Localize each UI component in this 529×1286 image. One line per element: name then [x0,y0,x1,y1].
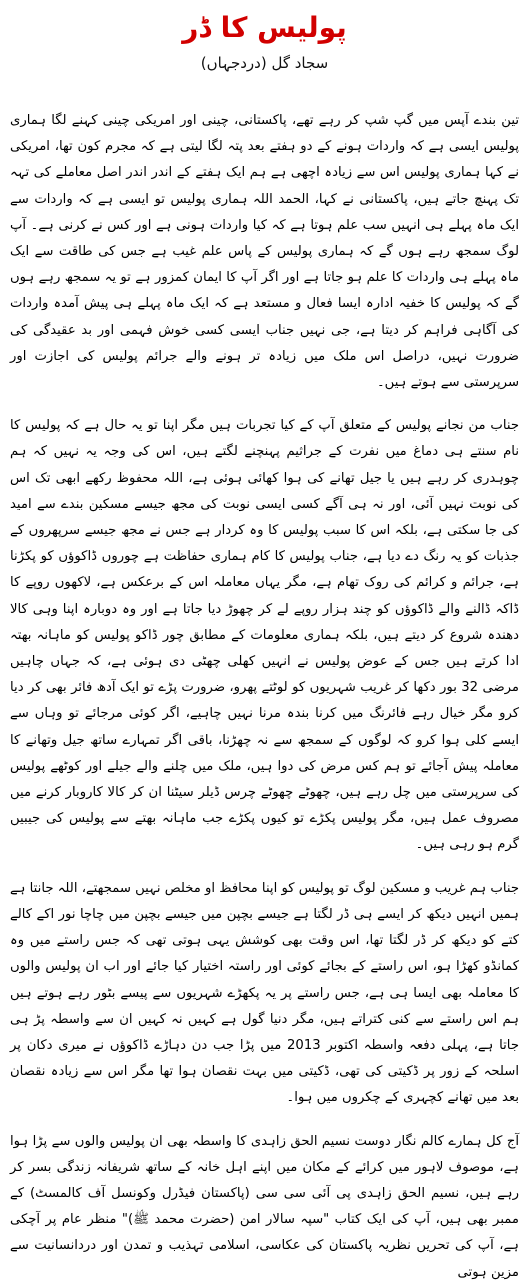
article-paragraph: تین بندے آپس میں گپ شپ کر رہے تھے، پاکستانی، چینی اور امریکی چینی کہنے لگا ہماری پولیس ایسی ہے کہ واردات ہونے کے دو ہفتے بعد پتہ لگا لیتی ہے کہ مجرم کون تھا، امریکی نے کہا ہماری پولیس اس سے زیادہ اچھی ہے ہم ایک ہفتے کے اندر اندر اصل معاملے کی تہہ تک پہنچ جاتے ہیں، پاکستانی نے کہا، الحمد اللہ ہماری پولیس تو ایسی ہے کہ واردات سے ایک ماہ پہلے ہی انہیں سب علم ہوتا ہے کہ کیا واردات ہونی ہے اور کس نے کرنی ہے۔ آپ لوگ سمجھ رہے ہوں گے کہ ہماری پولیس کے پاس علم غیب ہے جس کی طاقت سے ایک ماہ پہلے ہی واردات کا علم ہو جاتا ہے اور اگر آپ کا ایمان کمزور ہے تو یہ سمجھ رہے ہوں گے کہ پولیس کا خفیہ ادارہ ایسا فعال و مستعد ہے کہ ایک ماہ پہلے ہی پیش آمدہ واردات کی آگاہی فراہم کر دیتا ہے، جی نہیں جناب ایسی کسی خوش فہمی اور بد عقیدگی کی ضرورت نہیں، دراصل اس ملک میں زیادہ تر ہونے والے جرائم پولیس کی اجازت اور سرپرستی سے ہوتے ہیں۔ [10,113,519,391]
article-paragraph: جناب ہم غریب و مسکین لوگ تو پولیس کو اپنا محافظ او مخلص نہیں سمجھتے، اللہ جانتا ہے ہمیں انہیں دیکھ کر ایسے ہی ڈر لگتا ہے جیسے بچپن میں جیسے بچپن میں چاچا نور اکے کالے کتے کو دیکھ کر ڈر لگتا تھا، اس وقت بھی کوشش یہی ہوتی تھی کہ جس راستے میں وہ کمانڈو کھڑا ہو، اس راستے کے بجائے کوئی اور راستہ اختیار کیا جائے اور اب ان پولیس والوں کا معاملہ بھی ایسا ہی ہے، جس راستے پر یہ پکھڑے شہریوں سے پیسے بٹور رہے ہوتے ہیں ہم اس راستے سے کنی کتراتے ہیں، مگر دنیا گول ہے کہیں نہ کہیں ان سے واسطہ پڑ ہی جاتا ہے، پہلی دفعہ واسطہ اکتوبر 2013 میں پڑا جب دن دہاڑے ڈاکوؤں نے میری دکان پر اسلحہ کے زور پر ڈکیتی کی تھی، ڈکیتی میں بہت نقصان ہوا تھا مگر اس سے زیادہ نقصان بعد میں تھانے کچہری کے چکروں میں ہوا۔ [10,880,519,1106]
article-paragraph: جناب من نجانے پولیس کے متعلق آپ کے کیا تجربات ہیں مگر اپنا تو یہ حال ہے کہ پولیس کا نام سنتے ہی دماغ میں نفرت کے جراثیم پہنچنے لگتے ہیں، اس کی وجہ یہ نہیں کہ ہم چوہدری کر رہے ہیں یا جیل تھانے کی ہوا کھائی ہوئی ہے، اللہ محفوظ رکھے ابھی تک اس کی نوبت نہیں آئی، اور نہ ہی آگے کسی ایسی نوبت کی مجھ جیسے مسکین بندے سے امید کی جا سکتی ہے، بلکہ اس کا سبب پولیس کا وہ کردار ہے جس نے مجھ جیسے سرپھروں کے جذبات کو یہ رنگ دے دیا ہے، جناب پولیس کا کام ہماری حفاظت ہے چوروں ڈاکوؤں کو پکڑنا ہے، جرائم و کرائم کی روک تھام ہے، مگر یہاں معاملہ اس کے برعکس ہے، لاکھوں روپے کا ڈاکہ ڈالنے والے ڈاکوؤں کو چند ہزار روپے لے کر چھوڑ دیا جاتا ہے اور وہ دوبارہ اپنا وہی کالا دھندہ شروع کر دیتے ہیں، بلکہ ہماری معلومات کے مطابق چور ڈاکو پولیس کو ماہانہ بھتہ ادا کرتے ہیں جس کے عوض پولیس نے انہیں کھلی چھٹی دی ہوئی ہے، کہ جہاں چاہیں مرضی 32 بور دکھا کر غریب شہریوں کو لوٹتے پھرو، ضرورت پڑے تو ایک آدھ فائر بھی کر دیا کرو مگر خیال رہے فائرنگ میں کرنا بندہ مرنا نہیں چاہیے، اگر کوئی مرجائے تو وہاں سے ایسے کلی ہوا کرو کہ لوگوں کے سمجھ سے نہ چھڑنا، باقی اگر تمہارے ساتھ جیل وتھانے کا معاملہ پیش آجائے تو ہم کس مرض کی دوا ہیں، ملک میں چلنے والے جیلے اور کوٹھے پولیس کی سرپرستی میں چل رہے ہیں، چھوٹے چھوٹے چرس ڈیلر سیٹنا ان کر کالا کاروبار کرنے میں مصروف عمل ہیں، مگر پولیس پکڑے تو کیوں پکڑے جب ماہانہ بھتے سے پولیس کی جیبیں گرم ہو رہی ہیں۔ [10,418,519,853]
article-body [10,108,519,1286]
author-byline: سجاد گل (دردجہاں) [200,54,329,72]
article-paragraph: آج کل ہمارے کالم نگار دوست نسیم الحق زاہدی کا واسطہ بھی ان پولیس والوں سے پڑا ہوا ہے، موصوف لاہور میں کرائے کے مکان میں اپنے اہل خانہ کے ساتھ شریفانہ زندگی بسر کر رہے ہیں، نسیم الحق زاہدی پی آئی سی سی (پاکستان فیڈرل وکونسل آف کالمسٹ) کے ممبر بھی ہیں، آپ کی ایک کتاب "سپہ سالار امن (حضرت محمد ﷺ)" منظر عام پر آچکی ہے، آپ کی تحریں نظریہ پاکستان کی عکاسی، اسلامی تہذیب و تمدن اور دردانسانیت سے مزین ہوتی [10,1133,519,1280]
article-title: پولیس کا ڈر [182,11,347,44]
